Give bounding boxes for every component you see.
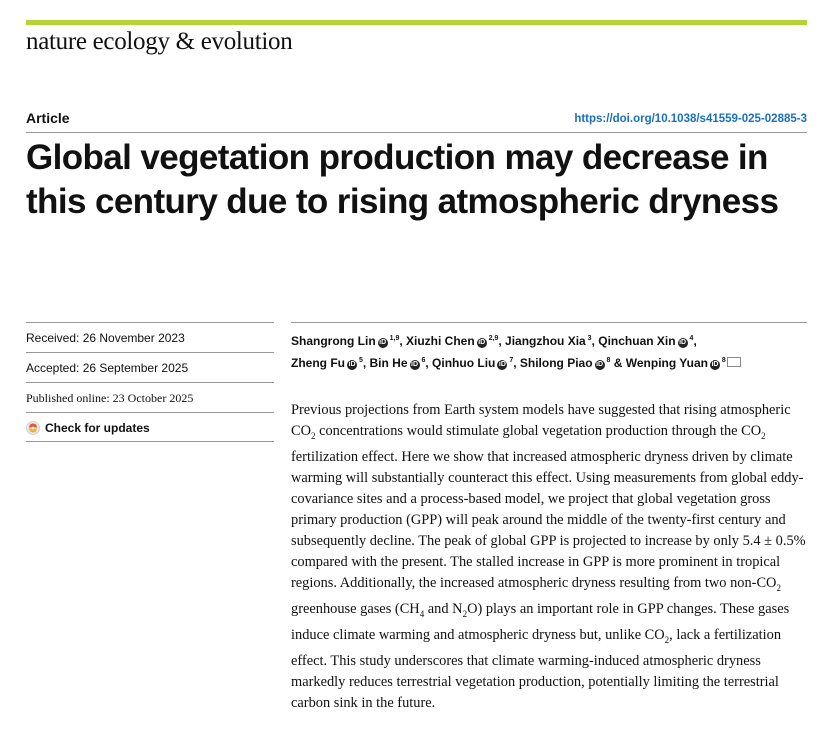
orcid-icon[interactable]: iD xyxy=(711,361,719,368)
check-updates-row xyxy=(26,412,274,442)
author-name[interactable]: Shangrong Lin xyxy=(291,334,376,348)
journal-color-bar xyxy=(26,20,807,25)
author-panel xyxy=(291,322,807,373)
author-divider xyxy=(291,322,807,323)
affiliation-number: 8 xyxy=(604,357,611,364)
author-list: Shangrong Lin iD $^{1,9}$, Xiuzhi Chen iD $^{2,9}$, Jiangzhou Xia $^3$, Qinchuan Xin iD $^4$, Zheng Fu iD $^5$, Bin He iD $^6$, Qinhuo Liu iD $^7$, Shilong Piao iD $^8$ & Wenping Yuan iD $^8$ xyxy=(291,329,807,373)
check-updates-button[interactable] xyxy=(26,421,274,435)
orcid-icon[interactable]: iD xyxy=(348,361,356,368)
subscript: 4 xyxy=(419,608,425,619)
author-name[interactable]: Jiangzhou Xia xyxy=(505,334,586,348)
doi-link[interactable]: https://doi.org/10.1038/s41559-025-02885-3 xyxy=(574,113,807,125)
abstract-text: and N xyxy=(424,600,463,617)
article-dates-panel xyxy=(26,322,274,442)
article-type: Article xyxy=(26,110,70,126)
article-title: Global vegetation production may decrease in this century due to rising atmospheric dryness xyxy=(26,138,779,221)
received-date: Received: 26 November 2023 xyxy=(26,322,274,352)
check-updates-icon xyxy=(26,421,40,435)
author[interactable] xyxy=(520,356,611,370)
subscript: 2 xyxy=(462,608,468,619)
subscript: 2 xyxy=(761,430,766,441)
subscript: 2 xyxy=(311,430,316,441)
journal-name: nature ecology & evolution xyxy=(26,28,293,55)
orcid-icon[interactable]: iD xyxy=(498,361,506,368)
abstract-text: greenhouse gases (CH xyxy=(291,600,420,617)
affiliation-number: 1,9 xyxy=(387,335,400,342)
author-name[interactable]: Wenping Yuan xyxy=(625,356,708,370)
author-name[interactable]: Bin He xyxy=(369,356,408,370)
orcid-icon[interactable]: iD xyxy=(379,339,387,346)
abstract-text: Previous projections from Earth system models have suggested that rising atmospheric CO xyxy=(291,402,791,439)
check-updates-label: Check for updates xyxy=(45,421,150,435)
orcid-icon[interactable]: iD xyxy=(596,361,604,368)
orcid-icon[interactable]: iD xyxy=(411,361,419,368)
orcid-icon[interactable]: iD xyxy=(478,339,486,346)
author[interactable] xyxy=(432,356,513,370)
affiliation-number: 5 xyxy=(357,357,363,364)
orcid-icon[interactable]: iD xyxy=(679,339,687,346)
published-date: Published online: 23 October 2025 xyxy=(26,382,274,412)
author-name[interactable]: Shilong Piao xyxy=(519,356,593,370)
mail-icon[interactable] xyxy=(727,357,741,367)
affiliation-number: 7 xyxy=(507,357,514,364)
abstract-text: concentrations would stimulate global vegetation production through the CO xyxy=(315,423,762,439)
author[interactable] xyxy=(505,334,592,348)
author-name[interactable]: Qinhuo Liu xyxy=(432,356,496,370)
accepted-date: Accepted: 26 September 2025 xyxy=(26,352,274,382)
author-name[interactable]: Qinchuan Xin xyxy=(598,334,676,348)
abstract-text: fertilization effect. Here we show that increased atmospheric dryness driven by climate warming will substantially counteract this effect. Using measurements from global eddy-covariance sites and a process-based model, we project that global vegetation gross primary production (GPP) will peak around the middle of the twenty-first century and subsequently decline. The peak of global GPP is projected to increase by only 5.4 ± 0.5% compared with the present. The stalled increase in GPP is more prominent in tropical regions. Additionally, the increased atmospheric dryness resulting from two non-CO xyxy=(291,448,806,591)
subscript: 2 xyxy=(776,582,781,593)
affiliation-number: 4 xyxy=(687,335,694,342)
affiliation-number: 2,9 xyxy=(486,335,499,342)
affiliation-number: 3 xyxy=(585,335,592,342)
subscript: 2 xyxy=(664,634,670,645)
author[interactable] xyxy=(598,334,693,348)
affiliation-number: 8 xyxy=(719,357,726,364)
author[interactable] xyxy=(370,356,426,370)
author[interactable] xyxy=(406,334,498,348)
author[interactable] xyxy=(626,356,741,370)
abstract xyxy=(291,400,809,714)
author-name[interactable]: Xiuzhi Chen xyxy=(406,334,475,348)
affiliation-number: 6 xyxy=(419,357,426,364)
abstract-text: O) plays an important role in GPP changes. These gases induce climate warming and atmospheric dryness but, unlike CO xyxy=(291,600,790,643)
header-divider xyxy=(26,132,807,133)
author-name[interactable]: Zheng Fu xyxy=(291,356,345,370)
author[interactable] xyxy=(291,356,363,370)
abstract-text: , lack a fertilization effect. This study underscores that climate warming-induced atmospheric dryness markedly reduces terrestrial vegetation production, potentially limiting the terrestrial carbon sink in the future. xyxy=(291,626,782,711)
author[interactable] xyxy=(291,334,399,348)
